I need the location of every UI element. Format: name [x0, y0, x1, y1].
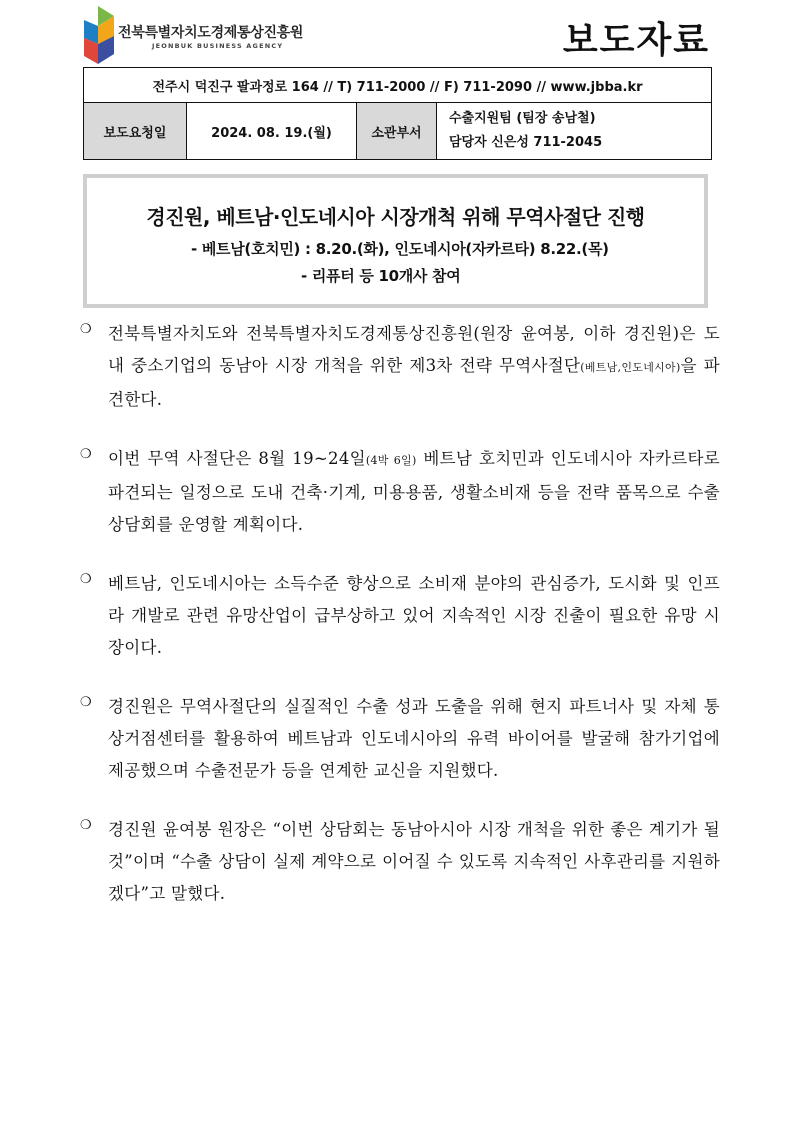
subheadline-schedule: - 베트남(호치민) : 8.20.(화), 인도네시아(자카르타) 8.22.(목)	[191, 240, 609, 258]
department-team: 수출지원팀 (팀장 송남철)	[449, 111, 596, 126]
paragraph-text: 베트남 호치민과 인도네시아 자카르타로 파견되는 일정으로 도내 건축·기계, 미용용품, 생활소비재 등을 전략 품목으로 수출상담회를 운영할 계획이다.	[108, 449, 721, 534]
press-header	[84, 6, 714, 66]
paragraph-text: 경진원은 무역사절단의 실질적인 수출 성과 도출을 위해 현지 파트너사 및 자체 통상거점센터를 활용하여 베트남과 인도네시아의 유력 바이어를 발굴해 참가기업에 제공했으며 수출전문가 등을 연계한 교신을 지원했다.	[108, 697, 720, 780]
headline-box	[83, 174, 708, 308]
organization-name-en: JEONBUK BUSINESS AGENCY	[152, 42, 284, 50]
bullet-marker: ❍	[80, 818, 92, 833]
request-date: 2024. 08. 19.(월)	[187, 103, 357, 160]
department-info	[437, 103, 712, 160]
department-label: 소관부서	[357, 103, 437, 160]
paragraph-note: (베트남,인도네시아)	[580, 361, 681, 374]
bullet-marker: ❍	[80, 695, 92, 710]
press-info-table	[83, 67, 712, 160]
paragraph	[80, 814, 720, 910]
department-contact: 담당자 신은성 711-2045	[449, 135, 603, 150]
paragraph	[80, 318, 720, 416]
organization-name: 전북특별자치도경제통상진흥원	[118, 25, 304, 41]
document-type-title: 보도자료	[562, 20, 710, 61]
bullet-marker: ❍	[80, 322, 92, 337]
paragraph-text: 을 파견한다.	[108, 356, 720, 409]
paragraph	[80, 443, 720, 541]
paragraph	[80, 568, 720, 664]
paragraph-text: 전북특별자치도와 전북특별자치도경제통상진흥원(원장 윤여봉, 이하 경진원)은 도내 중소기업의 동남아 시장 개척을 위한 제3차 전략 무역사절단	[108, 324, 720, 375]
contact-address: 전주시 덕진구 팔과정로 164 // T) 711-2000 // F) 711-2090 // www.jbba.kr	[84, 68, 712, 103]
headline: 경진원, 베트남·인도네시아 시장개척 위해 무역사절단 진행	[146, 205, 645, 229]
paragraph-text: 경진원 윤여봉 원장은 “이번 상담회는 동남아시아 시장 개척을 위한 좋은 계기가 될 것”이며 “수출 상담이 실제 계약으로 이어질 수 있도록 지속적인 사후관리를 지원하겠다”고 말했다.	[108, 820, 720, 903]
bullet-marker: ❍	[80, 572, 92, 587]
press-body	[80, 318, 720, 937]
request-date-label: 보도요청일	[84, 103, 187, 160]
agency-logo-icon	[84, 6, 114, 64]
paragraph-note: (4박 6일)	[365, 454, 417, 467]
subheadline-participants: - 리퓨터 등 10개사 참여	[301, 267, 461, 285]
bullet-marker: ❍	[80, 447, 92, 462]
paragraph-text: 이번 무역 사절단은 8월 19~24일	[108, 449, 366, 468]
paragraph-text: 베트남, 인도네시아는 소득수준 향상으로 소비재 분야의 관심증가, 도시화 및 인프라 개발로 관련 유망산업이 급부상하고 있어 지속적인 시장 진출이 필요한 유망 시장이다.	[108, 574, 720, 657]
paragraph	[80, 691, 720, 787]
